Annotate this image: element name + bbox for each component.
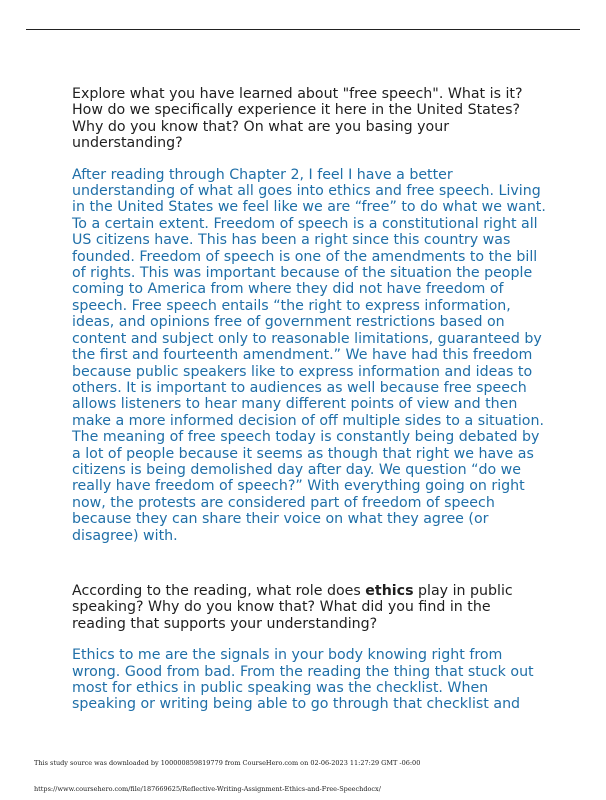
question-free-speech: Explore what you have learned about "free speech". What is it? How do we specifically experience it here in the United States? Why do you know that? On what are you basing your understanding? [72,86,523,152]
document-body [72,86,547,713]
answer-ethics: Ethics to me are the signals in your body knowing right from wrong. Good from bad. From the reading the thing that stuck out most for ethics in public speaking was the checklist. When speaking or writing being able to go through that checklist and [72,647,534,713]
question-ethics-part-1: According to the reading, what role does [72,582,366,599]
question-ethics [72,583,547,632]
header-rule [26,29,580,30]
answer-free-speech: After reading through Chapter 2, I feel I have a better understanding of what all goes into ethics and free speech. Living in the United States we feel like we are “free” to do what we want. To a certain extent. Freedom of speech is a constitutional right all US citizens have. This has been a right since this country was founded. Freedom of speech is one of the amendments to the bill of rights. This was important because of the situation the people coming to America from where they did not have freedom of speech. Free speech entails “the right to express information, ideas, and opinions free of government restrictions based on content and subject only to reasonable limitations, guaranteed by the first and fourteenth amendment.” We have had this freedom because public speakers like to express information and ideas to others. It is important to audiences as well because free speech allows listeners to hear many different points of view and then make a more informed decision of off multiple sides to a situation. The meaning of free speech today is constantly being debated by a lot of people because it seems as though that right we have as citizens is being demolished day after day. We question “do we really have freedom of speech?” With everything going on right now, the protests are considered part of freedom of speech because they can share their voice on what they agree (or disagree) with. [72,166,546,544]
source-url[interactable]: https://www.coursehero.com/file/187669625/Reflective-Writing-Assignment-Ethics-and-Free-Speechdocx/ [34,785,381,793]
download-notice: This study source was downloaded by 100000859819779 from CourseHero.com on 02-06-2023 11:27:29 GMT -06:00 [34,759,421,767]
question-ethics-part-2: play in public speaking? Why do you know that? What did you find in the reading that supports your understanding? [72,582,513,632]
question-ethics-bold-word: ethics [365,582,414,599]
